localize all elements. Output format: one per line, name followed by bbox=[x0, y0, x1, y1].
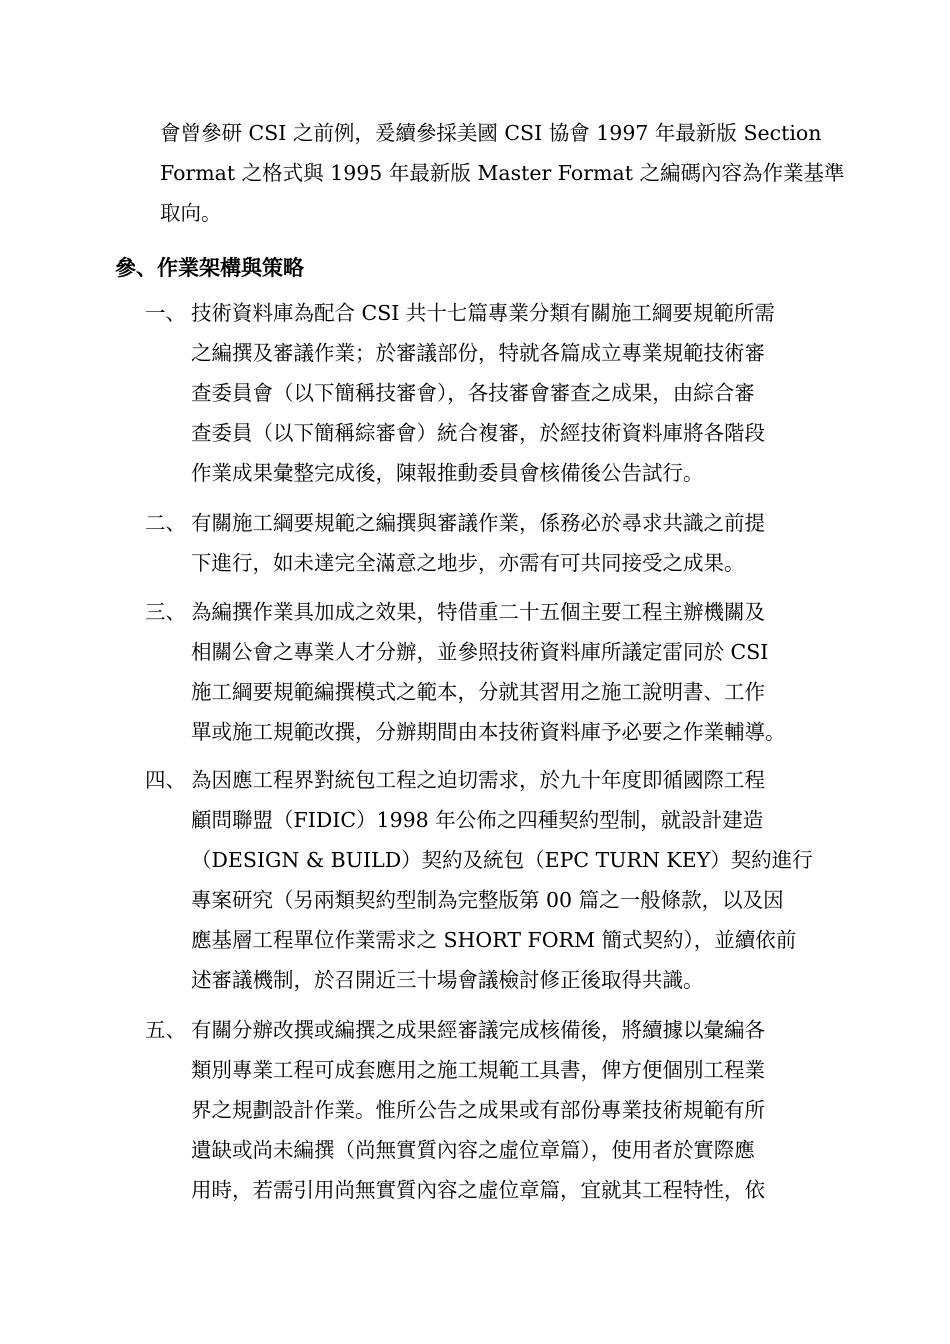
intro-paragraph bbox=[160, 113, 845, 233]
text-line: 單或施工規範改撰，分辦期間由本技術資料庫予必要之作業輔導。 bbox=[191, 720, 786, 744]
text-line: 作業成果彙整完成後，陳報推動委員會核備後公告試行。 bbox=[191, 461, 704, 485]
list-item bbox=[145, 760, 845, 1000]
list-item bbox=[145, 592, 845, 752]
text-line: 應基層工程單位作業需求之 SHORT FORM 簡式契約），並續依前 bbox=[191, 928, 797, 952]
list-item bbox=[145, 503, 845, 583]
text-line: 下進行，如未達完全滿意之地步，亦需有可共同接受之成果。 bbox=[191, 551, 745, 575]
text-line: 技術資料庫為配合 CSI 共十七篇專業分類有關施工綱要規範所需 bbox=[191, 301, 775, 325]
text-line: 述審議機制，於召開近三十場會議檢討修正後取得共識。 bbox=[191, 968, 704, 992]
section-heading: 參、作業架構與策略 bbox=[115, 255, 304, 280]
text-line: 取向。 bbox=[160, 201, 222, 225]
text-line: 之編撰及審議作業；於審議部份，特就各篇成立專業規範技術審 bbox=[191, 341, 765, 365]
text-line: （DESIGN & BUILD）契約及統包（EPC TURN KEY）契約進行 bbox=[191, 848, 813, 872]
text-line: 查委員會（以下簡稱技審會），各技審會審查之成果，由綜合審 bbox=[191, 381, 755, 405]
item-number: 五、 bbox=[145, 1018, 186, 1042]
text-line: 為編撰作業具加成之效果，特借重二十五個主要工程主辦機關及 bbox=[191, 600, 765, 624]
text-line: 有關施工綱要規範之編撰與審議作業，係務必於尋求共識之前提 bbox=[191, 511, 765, 535]
text-line: Format 之格式與 1995 年最新版 Master Format 之編碼內容為作業基準 bbox=[160, 161, 845, 185]
text-line: 用時，若需引用尚無實質內容之虛位章篇，宜就其工程特性，依 bbox=[191, 1178, 765, 1202]
text-line: 有關分辦改撰或編撰之成果經審議完成核備後，將續據以彙編各 bbox=[191, 1018, 765, 1042]
text-line: 會曾參研 CSI 之前例，爰續參採美國 CSI 協會 1997 年最新版 Section bbox=[160, 121, 822, 145]
text-line: 類別專業工程可成套應用之施工規範工具書，俾方便個別工程業 bbox=[191, 1058, 765, 1082]
item-number: 四、 bbox=[145, 768, 186, 792]
text-line: 相關公會之專業人才分辦，並參照技術資料庫所議定雷同於 CSI bbox=[191, 640, 769, 664]
list-item bbox=[145, 293, 845, 493]
text-line: 施工綱要規範編撰模式之範本，分就其習用之施工說明書、工作 bbox=[191, 680, 765, 704]
text-line: 專案研究（另兩類契約型制為完整版第 00 篇之一般條款，以及因 bbox=[191, 888, 784, 912]
text-line: 顧問聯盟（FIDIC）1998 年公佈之四種契約型制，就設計建造 bbox=[191, 808, 764, 832]
text-line: 遺缺或尚未編撰（尚無實質內容之虛位章篇），使用者於實際應 bbox=[191, 1138, 755, 1162]
item-number: 二、 bbox=[145, 511, 186, 535]
text-line: 界之規劃設計作業。惟所公告之成果或有部份專業技術規範有所 bbox=[191, 1098, 765, 1122]
item-number: 一、 bbox=[145, 301, 186, 325]
text-line: 查委員（以下簡稱綜審會）統合複審，於經技術資料庫將各階段 bbox=[191, 421, 765, 445]
list-item bbox=[145, 1010, 845, 1210]
item-number: 三、 bbox=[145, 600, 186, 624]
text-line: 為因應工程界對統包工程之迫切需求，於九十年度即循國際工程 bbox=[191, 768, 765, 792]
